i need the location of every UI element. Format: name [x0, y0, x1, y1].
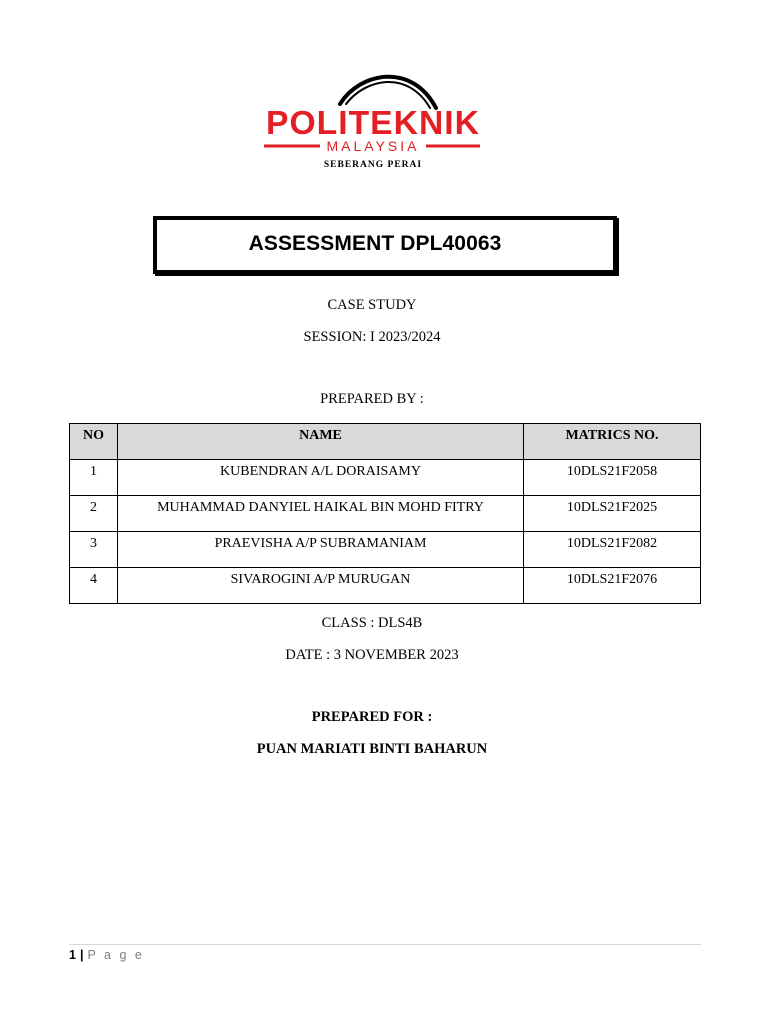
table-row — [70, 532, 701, 568]
table-row — [70, 460, 701, 496]
cell-matrics: 10DLS21F2082 — [524, 532, 701, 568]
title-box — [153, 216, 617, 274]
footer-separator: | — [79, 948, 84, 962]
class-label: CLASS : DLS4B — [321, 615, 423, 631]
page-label: P a g e — [87, 948, 145, 962]
page-footer — [69, 948, 144, 962]
session-label: SESSION: I 2023/2024 — [303, 329, 441, 345]
header-no: NO — [70, 424, 118, 460]
table-row — [70, 496, 701, 532]
cell-no: 3 — [70, 532, 118, 568]
cell-matrics: 10DLS21F2025 — [524, 496, 701, 532]
logo-line2: MALAYSIA — [326, 138, 420, 154]
logo-graphic — [262, 64, 484, 172]
document-title: ASSESSMENT DPL40063 — [248, 232, 502, 255]
cell-matrics: 10DLS21F2076 — [524, 568, 701, 604]
cell-name: MUHAMMAD DANYIEL HAIKAL BIN MOHD FITRY — [118, 496, 524, 532]
logo-line1: POLITEKNIK — [266, 104, 480, 141]
case-study-label: CASE STUDY — [327, 297, 417, 313]
cell-name: KUBENDRAN A/L DORAISAMY — [118, 460, 524, 496]
cell-no: 2 — [70, 496, 118, 532]
members-table — [69, 423, 701, 604]
header-matrics: MATRICS NO. — [524, 424, 701, 460]
cell-matrics: 10DLS21F2058 — [524, 460, 701, 496]
prepared-by-label: PREPARED BY : — [320, 391, 424, 407]
cell-name: SIVAROGINI A/P MURUGAN — [118, 568, 524, 604]
footer-divider — [69, 944, 701, 945]
logo-line3: SEBERANG PERAI — [323, 160, 423, 170]
date-label: DATE : 3 NOVEMBER 2023 — [285, 647, 459, 663]
cell-no: 4 — [70, 568, 118, 604]
prepared-for-name: PUAN MARIATI BINTI BAHARUN — [256, 741, 488, 757]
cell-name: PRAEVISHA A/P SUBRAMANIAM — [118, 532, 524, 568]
page-number: 1 — [69, 948, 76, 962]
header-name: NAME — [118, 424, 524, 460]
table-header-row — [70, 424, 701, 460]
prepared-for-label: PREPARED FOR : — [311, 709, 433, 725]
table-row — [70, 568, 701, 604]
cell-no: 1 — [70, 460, 118, 496]
politeknik-logo — [262, 64, 484, 172]
